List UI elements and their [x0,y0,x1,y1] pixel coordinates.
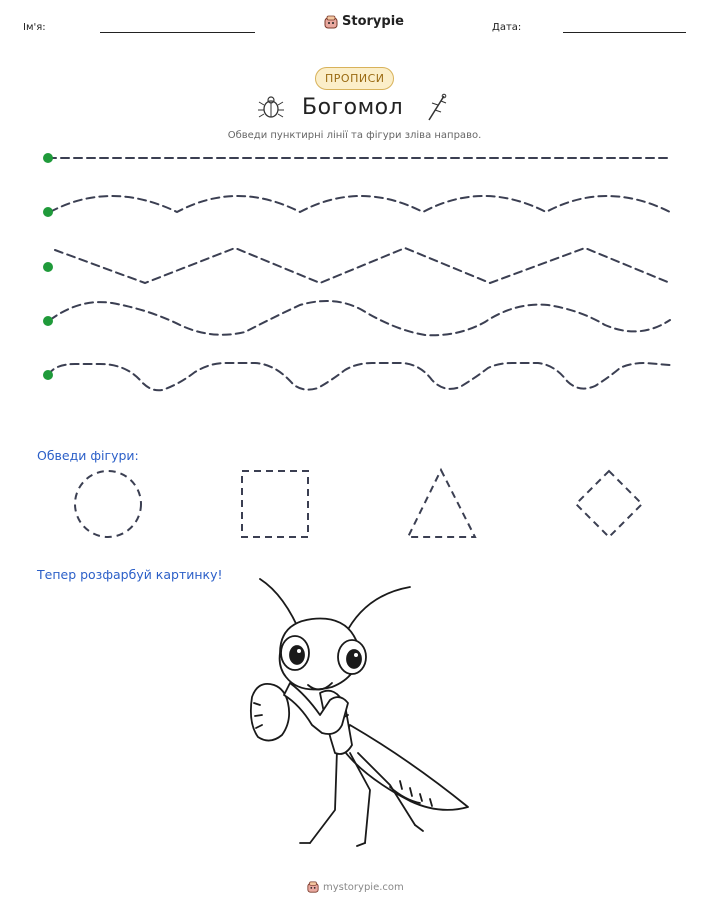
start-dot [43,316,53,326]
start-dot [43,370,53,380]
shapes-heading: Обведи фігури: [37,448,139,463]
shapes-tracing[interactable] [0,460,709,550]
start-dot [43,262,53,272]
tracing-lines[interactable] [0,0,709,420]
footer [307,881,404,893]
brand-name: Storypie [342,14,404,29]
footer-url[interactable]: mystorypie.com [323,881,404,893]
circle-shape [75,471,141,537]
diamond-shape [576,471,642,537]
mantis-coloring-illustration[interactable] [240,575,480,855]
storypie-mascot-icon [307,881,319,893]
coloring-heading: Тепер розфарбуй картинку! [37,567,223,582]
page-title: Богомол [302,95,404,120]
trace-line-bumps [48,363,670,390]
trace-line-arcs [50,196,670,212]
start-dot [43,153,53,163]
square-shape [242,471,308,537]
trace-line-zigzag [55,248,670,283]
trace-line-wave [50,301,670,335]
date-label: Дата: [492,22,522,33]
start-dot [43,207,53,217]
triangle-shape [408,470,475,537]
worksheet-badge: ПРОПИСИ [315,67,394,90]
instructions: Обведи пунктирні лінії та фігури зліва направо. [227,130,482,141]
name-label: Ім'я: [23,22,46,33]
